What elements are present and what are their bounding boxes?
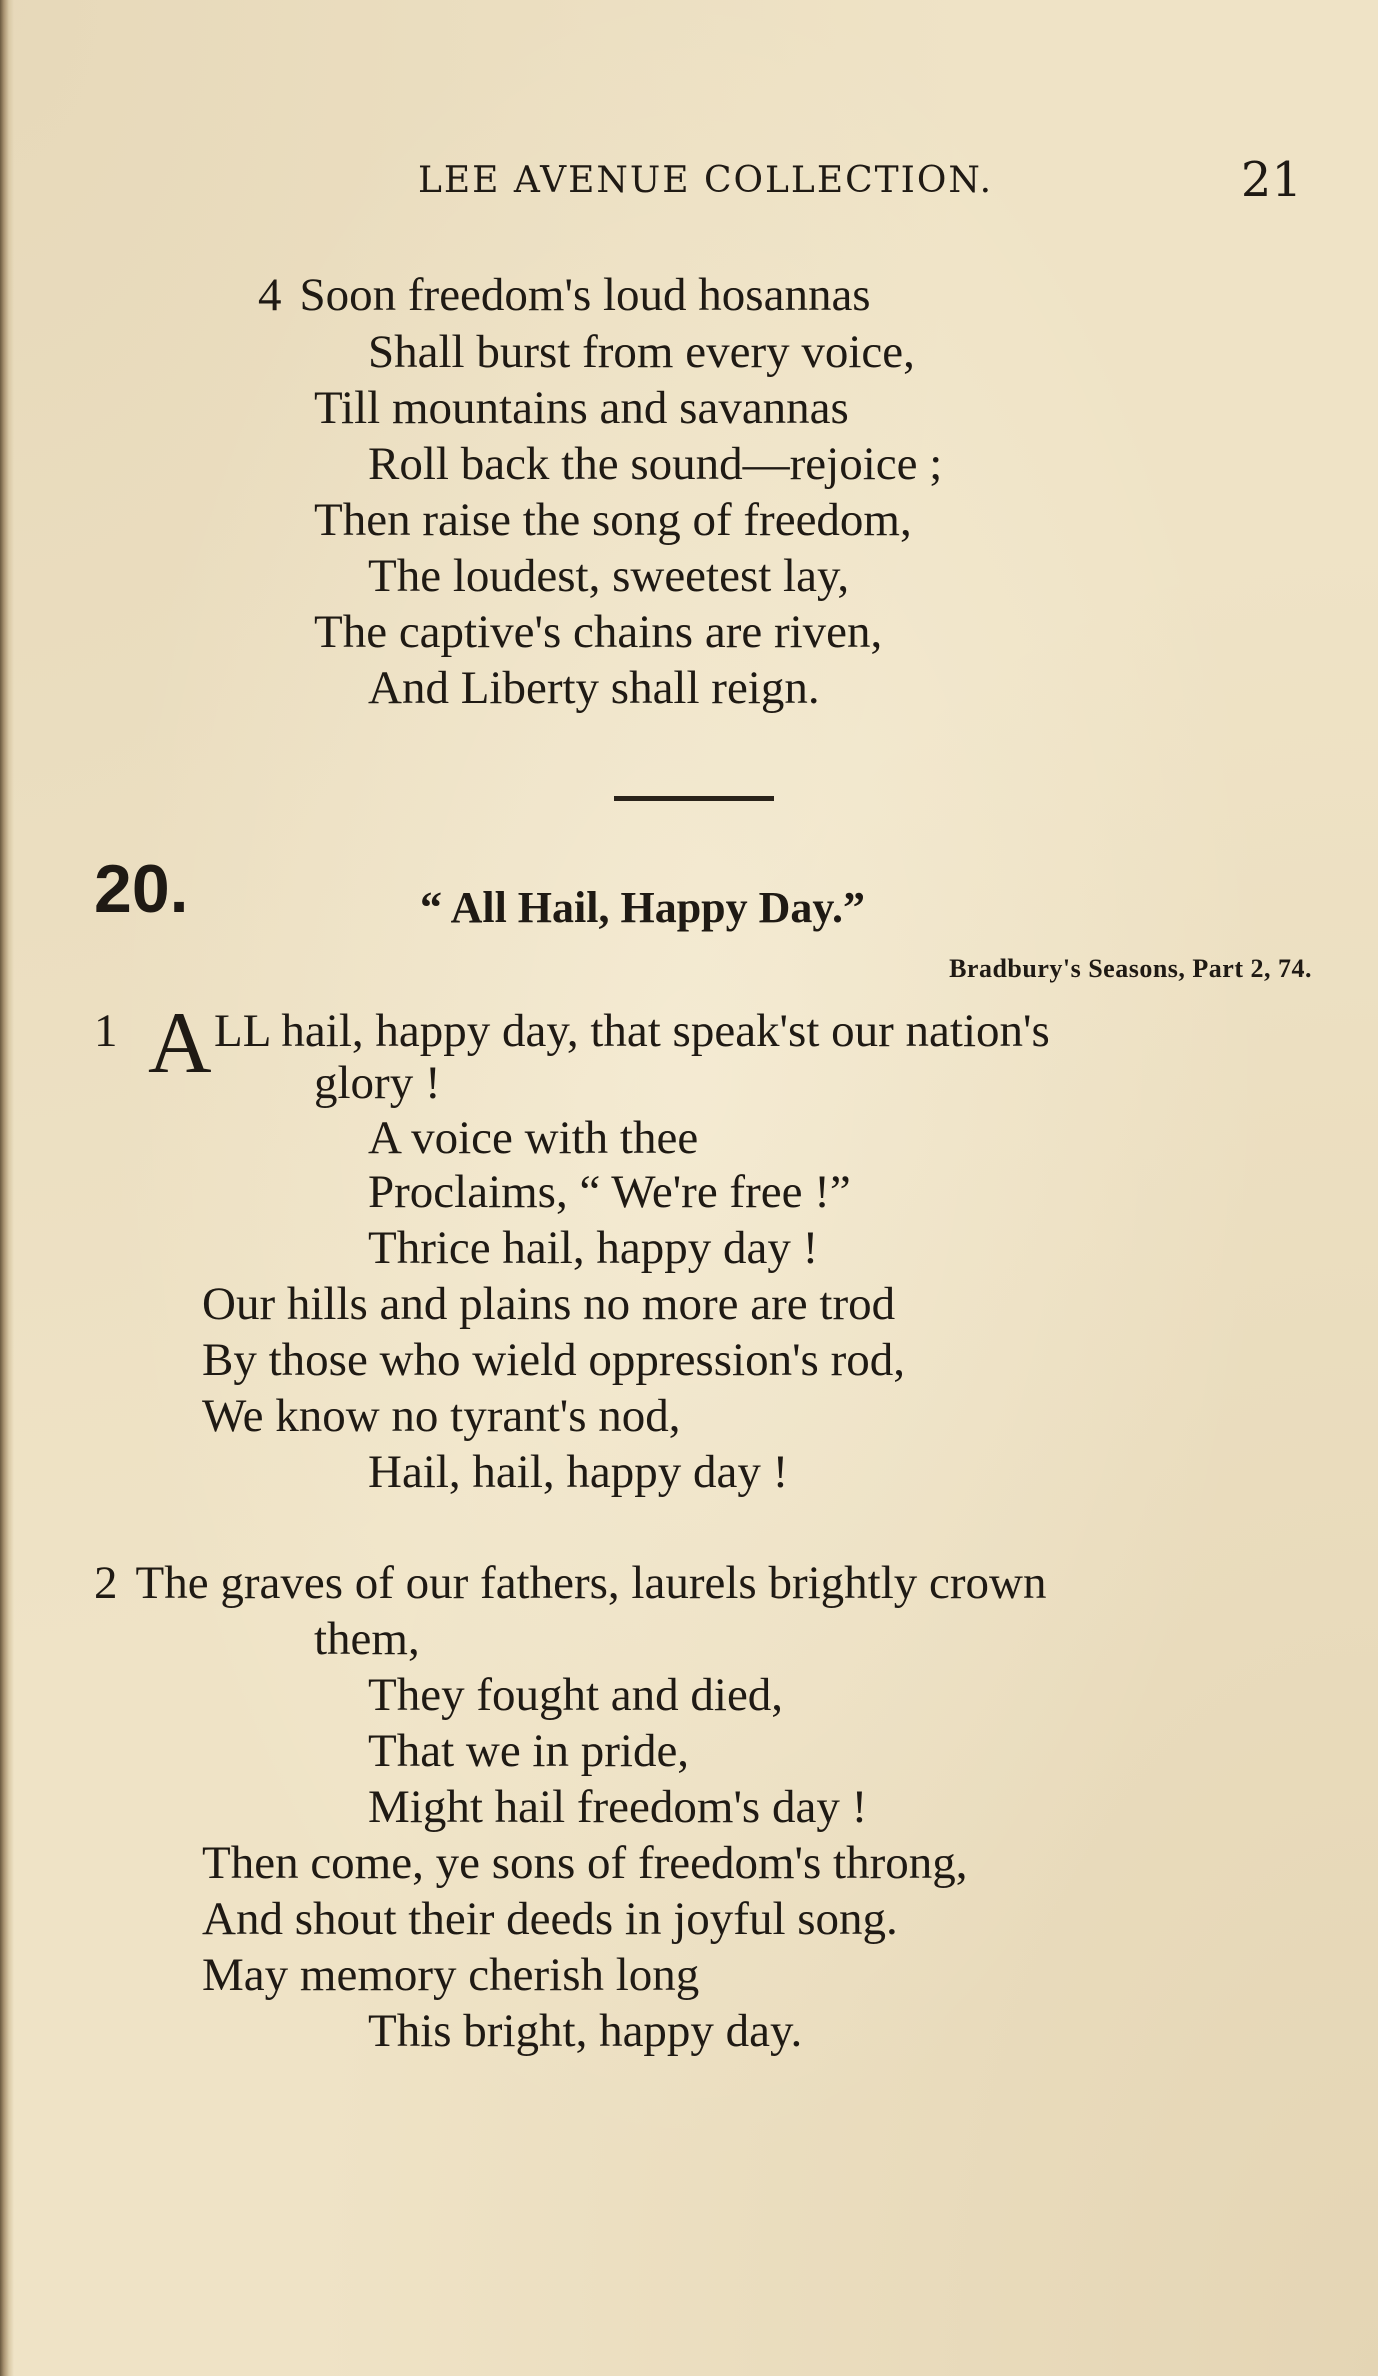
- stanza-line: them,: [314, 1613, 420, 1665]
- stanza-line: A voice with thee: [368, 1112, 699, 1164]
- page-number: 21: [1240, 152, 1302, 208]
- stanza-line: [94, 1557, 1047, 1609]
- stanza-line-text: The graves of our fathers, laurels brightly crown: [135, 1557, 1047, 1609]
- section-divider: [614, 796, 774, 801]
- stanza-line: Then come, ye sons of freedom's throng,: [202, 1837, 968, 1889]
- stanza-line: That we in pride,: [368, 1725, 690, 1777]
- stanza-line: Hail, hail, happy day !: [368, 1446, 789, 1498]
- stanza-line: Then raise the song of freedom,: [314, 494, 912, 546]
- stanza-line: And shout their deeds in joyful song.: [202, 1893, 898, 1945]
- tune-reference: Bradbury's Seasons, Part 2, 74.: [949, 954, 1312, 983]
- drop-cap: A: [148, 995, 212, 1092]
- binding-edge: [0, 0, 14, 2376]
- stanza-line: Our hills and plains no more are trod: [202, 1278, 896, 1330]
- stanza-number: 2: [94, 1557, 118, 1609]
- stanza-line-text: Soon freedom's loud hosannas: [299, 269, 871, 321]
- running-title: LEE AVENUE COLLECTION.: [418, 160, 994, 201]
- stanza-line: Might hail freedom's day !: [368, 1781, 868, 1833]
- stanza-line: We know no tyrant's nod,: [202, 1390, 681, 1442]
- stanza-line: They fought and died,: [368, 1669, 784, 1721]
- stanza-line: This bright, happy day.: [368, 2005, 803, 2057]
- stanza-line: Shall burst from every voice,: [368, 326, 915, 378]
- stanza-line: May memory cherish long: [202, 1949, 700, 2001]
- hymn-title: “ All Hail, Happy Day.”: [420, 883, 865, 932]
- stanza-line: Till mountains and savannas: [314, 382, 849, 434]
- stanza-line: The captive's chains are riven,: [314, 606, 883, 658]
- stanza-line: Roll back the sound—rejoice ;: [368, 438, 943, 490]
- stanza-line: Proclaims, “ We're free !”: [368, 1166, 851, 1218]
- stanza-line: By those who wield oppression's rod,: [202, 1334, 905, 1386]
- stanza-line: And Liberty shall reign.: [368, 662, 820, 714]
- stanza-line: Thrice hail, happy day !: [368, 1222, 819, 1274]
- stanza-number: 4: [258, 269, 282, 321]
- stanza-number: 1: [94, 1005, 118, 1057]
- stanza-line: The loudest, sweetest lay,: [368, 550, 850, 602]
- stanza-line: LL hail, happy day, that speak'st our nation's: [214, 1005, 1050, 1057]
- hymn-number: 20.: [94, 851, 189, 927]
- stanza-line: glory !: [314, 1057, 441, 1109]
- stanza-line: [258, 269, 871, 321]
